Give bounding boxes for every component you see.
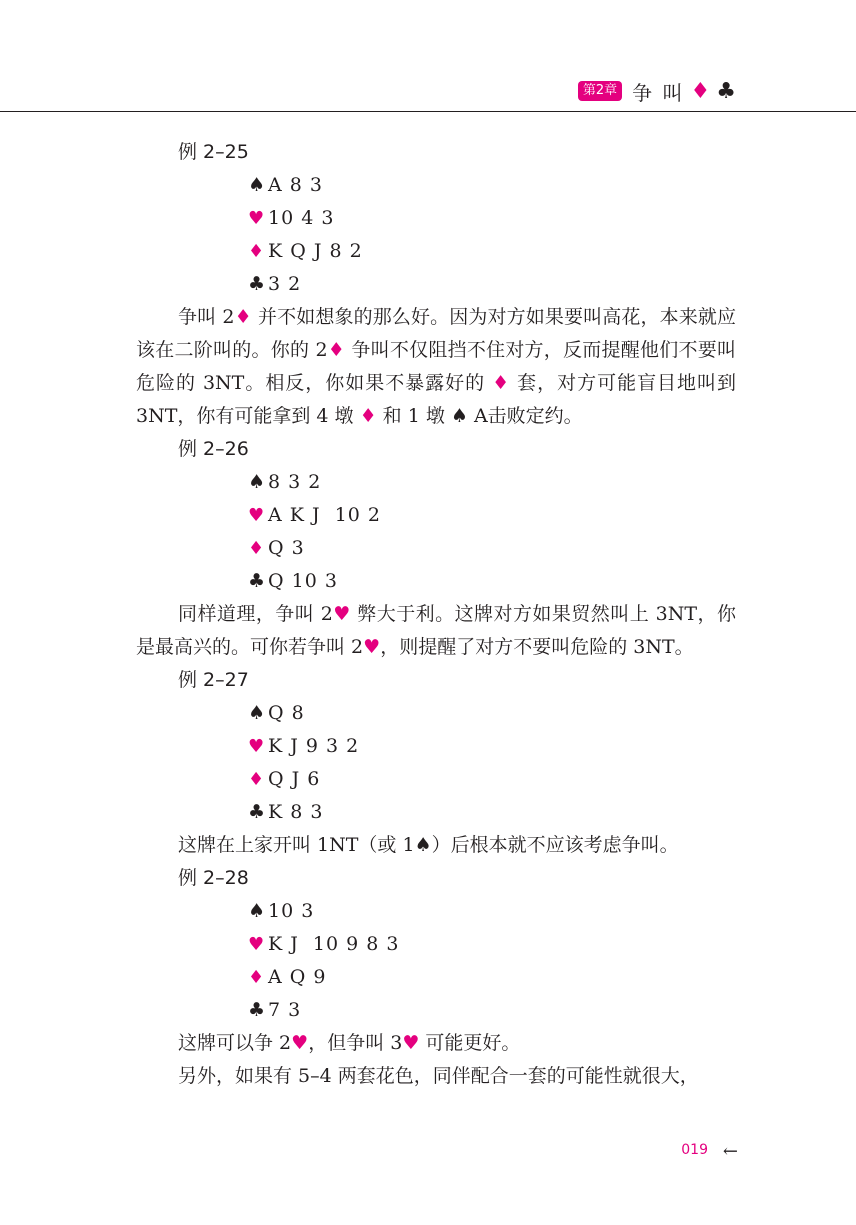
spade-icon: ♠ — [248, 900, 266, 922]
hand-line-clubs — [136, 994, 736, 1027]
hand-cards: 7 3 — [268, 999, 302, 1021]
diamond-icon: ♦ — [248, 241, 265, 262]
hand-line-spades — [136, 697, 736, 730]
club-icon: ♣ — [248, 570, 266, 592]
header-rule — [0, 111, 856, 112]
hand-cards: A Q 9 — [268, 966, 327, 988]
body-paragraph: 同样道理，争叫 2♥ 弊大于利。这牌对方如果贸然叫上 3NT，你是最高兴的。可你若争叫 2♥，则提醒了对方不要叫危险的 3NT。 — [136, 603, 736, 658]
hand-line-spades — [136, 895, 736, 928]
hand-cards: A 8 3 — [268, 174, 323, 196]
spade-icon: ♠ — [248, 174, 266, 196]
hand-cards: 3 2 — [268, 273, 302, 295]
heart-icon: ♥ — [248, 505, 265, 526]
page-header — [0, 0, 856, 112]
hand-cards: Q 8 — [268, 702, 305, 724]
diamond-icon: ♦ — [690, 78, 711, 104]
suit-icon: ♥ — [332, 603, 351, 625]
diamond-icon: ♦ — [248, 967, 265, 988]
example-title: 例 2–27 — [178, 669, 249, 691]
club-icon: ♣ — [248, 801, 266, 823]
heart-icon: ♥ — [248, 208, 265, 229]
club-icon: ♣ — [248, 273, 266, 295]
suit-icon: ♥ — [291, 1032, 309, 1054]
hand-cards: Q J 6 — [268, 768, 321, 790]
example-title: 例 2–26 — [178, 438, 249, 460]
hand-line-hearts — [136, 202, 736, 235]
hand-cards: A K J 10 2 — [268, 504, 381, 526]
hand-diagram — [136, 466, 736, 598]
hand-diagram — [136, 895, 736, 1027]
suit-icon: ♥ — [402, 1032, 420, 1054]
example-title: 例 2–28 — [178, 867, 249, 889]
body-paragraph: 争叫 2♦ 并不如想象的那么好。因为对方如果要叫高花，本来就应该在二阶叫的。你的 2♦ 争叫不仅阻挡不住对方，反而提醒他们不要叫危险的 3NT。相反，你如果不暴露好的 ♦ 套，对方可能盲目地叫到 3NT，你有可能拿到 4 墩 ♦ 和 1 墩 ♠ A击败定约。 — [136, 306, 736, 427]
hand-line-clubs — [136, 268, 736, 301]
hand-cards: 10 3 — [268, 900, 315, 922]
heart-icon: ♥ — [248, 934, 265, 955]
hand-line-spades — [136, 169, 736, 202]
arrow-left-icon: ← — [722, 1141, 738, 1162]
body-paragraph: 这牌在上家开叫 1NT（或 1♠）后根本就不应该考虑争叫。 — [178, 834, 679, 856]
hand-cards: 10 4 3 — [268, 207, 335, 229]
club-icon: ♣ — [248, 999, 266, 1021]
hand-diagram — [136, 697, 736, 829]
hand-cards: K J 10 9 8 3 — [268, 933, 400, 955]
example-title: 例 2–25 — [178, 141, 249, 163]
hand-line-hearts — [136, 928, 736, 961]
suit-icon: ♦ — [234, 306, 252, 328]
spade-icon: ♠ — [248, 471, 266, 493]
suit-icon: ♦ — [327, 339, 346, 361]
chapter-title: 争 叫 — [632, 80, 685, 105]
chapter-header — [578, 78, 736, 104]
hand-cards: Q 3 — [268, 537, 305, 559]
diamond-icon: ♦ — [248, 538, 265, 559]
diamond-icon: ♦ — [248, 769, 265, 790]
hand-cards: K J 9 3 2 — [268, 735, 360, 757]
hand-line-diamonds — [136, 961, 736, 994]
page-number: 019 — [681, 1142, 708, 1158]
hand-line-diamonds — [136, 763, 736, 796]
hand-line-clubs — [136, 565, 736, 598]
hand-line-diamonds — [136, 532, 736, 565]
hand-line-hearts — [136, 730, 736, 763]
hand-diagram — [136, 169, 736, 301]
spade-icon: ♠ — [248, 702, 266, 724]
club-icon: ♣ — [716, 78, 736, 104]
hand-cards: K 8 3 — [268, 801, 324, 823]
heart-icon: ♥ — [248, 736, 265, 757]
hand-line-spades — [136, 466, 736, 499]
suit-icon: ♦ — [359, 405, 377, 427]
hand-line-diamonds — [136, 235, 736, 268]
hand-cards: K Q J 8 2 — [268, 240, 363, 262]
suit-icon: ♦ — [492, 372, 511, 394]
body-paragraph: 另外，如果有 5–4 两套花色，同伴配合一套的可能性就很大， — [178, 1065, 699, 1087]
hand-cards: 8 3 2 — [268, 471, 322, 493]
suit-icon: ♥ — [363, 636, 381, 658]
hand-cards: Q 10 3 — [268, 570, 338, 592]
hand-line-hearts — [136, 499, 736, 532]
chapter-badge: 第2章 — [578, 81, 622, 101]
hand-line-clubs — [136, 796, 736, 829]
body-paragraph: 这牌可以争 2♥，但争叫 3♥ 可能更好。 — [178, 1032, 521, 1054]
page-body — [136, 136, 736, 1093]
